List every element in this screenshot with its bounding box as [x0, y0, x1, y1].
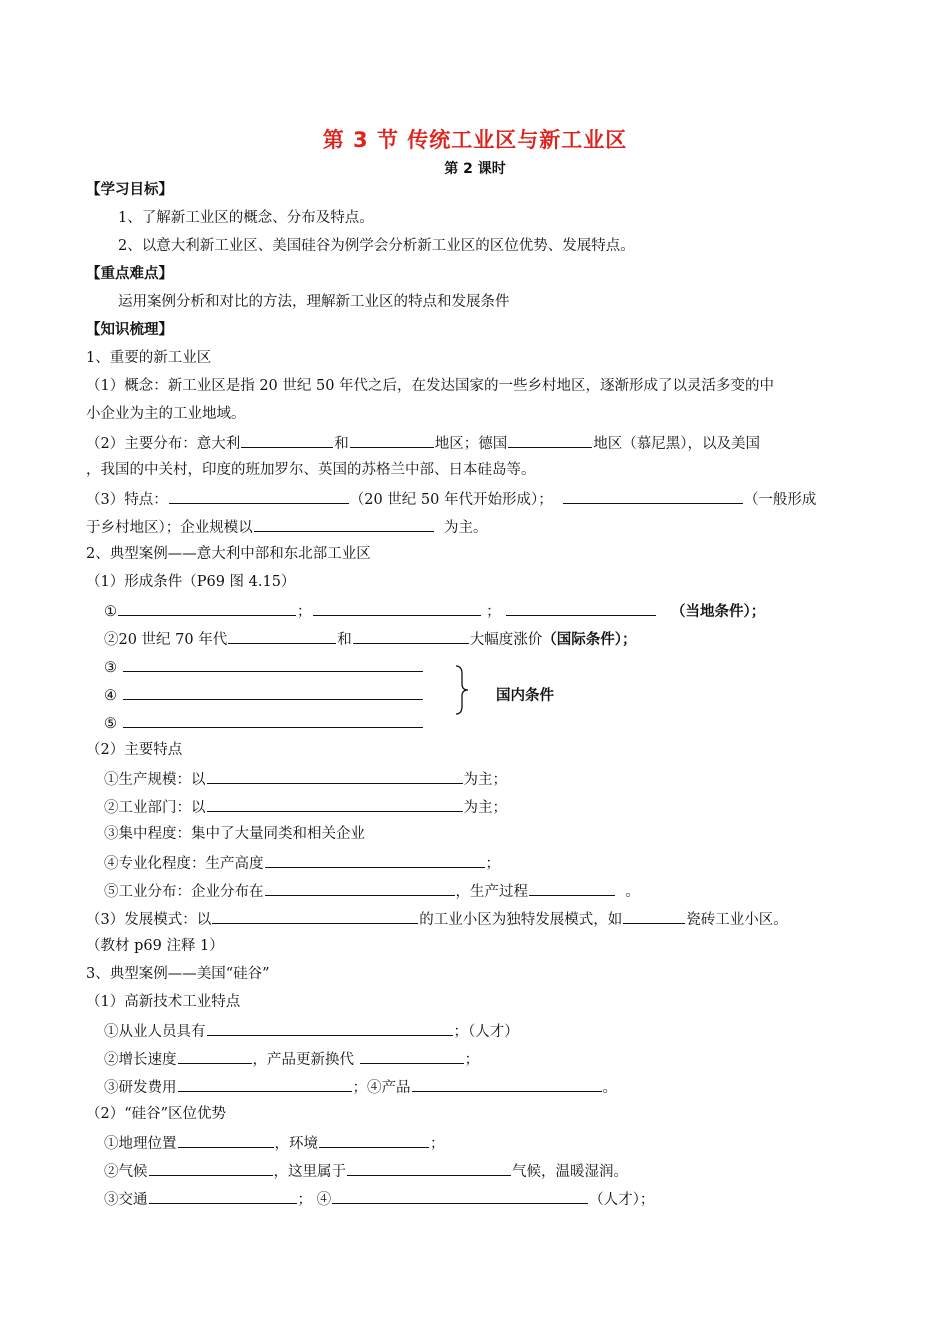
climate-text: ②气候 [104, 1164, 148, 1180]
seventies-text: ②20 世纪 70 年代 [104, 632, 228, 648]
section-1-title: 1、重要的新工业区 [86, 350, 212, 366]
distribution-text: ⑤工业分布：企业分布在 [104, 884, 264, 900]
answer-blank[interactable] [360, 1048, 464, 1064]
answer-blank[interactable] [529, 880, 615, 896]
region-germany-text: 地区；德国 [434, 436, 508, 452]
industry-sector-text: ②工业部门：以 [104, 800, 206, 816]
features-note-2: （一般形成 [743, 492, 817, 508]
geo-location-text: ①地理位置 [104, 1136, 177, 1152]
answer-blank[interactable] [254, 516, 434, 532]
region-usa-text: 地区（慕尼黑），以及美国 [593, 436, 760, 452]
growth-text: ②增长速度 [104, 1052, 177, 1068]
hightech-1-line [104, 1020, 894, 1040]
tile-zone-text: 瓷砖工业小区。 [686, 912, 788, 928]
answer-blank[interactable] [412, 1076, 602, 1092]
feature-2-line [104, 796, 894, 816]
features-end-text: 为主。 [443, 520, 488, 536]
key-heading: 【重点难点】 [86, 266, 173, 282]
belongs-text: ，这里属于 [273, 1164, 346, 1180]
specialization-text: ④专业化程度：生产高度 [104, 856, 264, 872]
answer-blank[interactable] [228, 628, 336, 644]
talent-note: ；（人才） [453, 1024, 519, 1040]
textbook-note: （教材 p69 注释 1） [86, 938, 224, 954]
semicolon-text: ； [464, 1052, 480, 1068]
answer-blank[interactable] [313, 600, 481, 616]
local-conditions-label: （当地条件）； [671, 604, 766, 620]
mainly-text: 为主； [463, 772, 507, 788]
advantage-1-line [104, 1132, 894, 1152]
update-text: ，产品更新换代 [252, 1052, 354, 1068]
development-mode-line [86, 908, 876, 928]
goal-item-1: 1、了解新工业区的概念、分布及特点。 [118, 210, 374, 226]
condition-2-line [104, 628, 894, 648]
page-title: 第 3 节 传统工业区与新工业区 [322, 128, 628, 152]
mode-label: （3）发展模式：以 [86, 912, 212, 928]
hightech-heading: （1）高新技术工业特点 [86, 994, 241, 1010]
answer-blank[interactable] [207, 1020, 453, 1036]
condition-5-line [104, 712, 894, 732]
page-subtitle: 第 2 课时 [444, 161, 506, 177]
answer-blank[interactable] [265, 880, 455, 896]
answer-blank[interactable] [207, 768, 463, 784]
answer-blank[interactable] [506, 600, 656, 616]
answer-blank[interactable] [149, 1188, 297, 1204]
semicolon-text: ； [485, 856, 500, 872]
circled-four-text: ； ④ [297, 1192, 332, 1208]
mainly-text: 为主； [463, 800, 507, 816]
distribution-label: （2）主要分布：意大利 [86, 436, 241, 452]
condition-1-line [104, 600, 894, 620]
curly-brace-icon [452, 664, 472, 716]
advantage-3-line [104, 1188, 894, 1208]
answer-blank[interactable] [508, 432, 592, 448]
answer-blank[interactable] [332, 1188, 588, 1204]
answer-blank[interactable] [178, 1048, 252, 1064]
semicolon-text: ； [486, 604, 501, 620]
features-note-1: （20 世纪 50 年代开始形成）； [349, 492, 553, 508]
answer-blank[interactable] [123, 684, 423, 700]
talent-note: （人才）； [589, 1192, 655, 1208]
staff-text: ①从业人员具有 [104, 1024, 206, 1040]
section-3-title: 3、典型案例——美国“硅谷” [86, 966, 270, 982]
answer-blank[interactable] [169, 488, 349, 504]
answer-blank[interactable] [350, 432, 434, 448]
distribution-line [86, 432, 876, 452]
answer-blank[interactable] [123, 656, 423, 672]
international-conditions-label: （国际条件）； [542, 632, 637, 648]
product-text: ；④产品 [352, 1080, 411, 1096]
conditions-heading: （1）形成条件（P69 图 4.15） [86, 574, 296, 590]
section-2-title: 2、典型案例——意大利中部和东北部工业区 [86, 546, 371, 562]
answer-blank[interactable] [347, 1160, 511, 1176]
answer-blank[interactable] [149, 1160, 273, 1176]
hightech-2-line [104, 1048, 894, 1068]
key-item-1: 运用案例分析和对比的方法，理解新工业区的特点和发展条件 [118, 294, 510, 310]
semicolon-text: ； [430, 1136, 445, 1152]
answer-blank[interactable] [241, 432, 333, 448]
goal-heading: 【学习目标】 [86, 182, 173, 198]
concept-line-2: 小企业为主的工业地域。 [86, 406, 246, 422]
answer-blank[interactable] [623, 908, 685, 924]
features-scale-text: 于乡村地区）；企业规模以 [86, 520, 253, 536]
circled-five: ⑤ [104, 716, 117, 732]
feature-4-line [104, 852, 894, 872]
circled-three: ③ [104, 660, 117, 676]
answer-blank[interactable] [178, 1132, 274, 1148]
period-text: 。 [625, 884, 640, 900]
features-line-2 [86, 516, 876, 536]
feature-1-line [104, 768, 894, 788]
domestic-conditions-label: 国内条件 [496, 688, 554, 704]
features-label: （3）特点： [86, 492, 168, 508]
climate-desc-text: 气候，温暖湿润。 [512, 1164, 628, 1180]
main-features-heading: （2）主要特点 [86, 742, 183, 758]
and-text: 和 [334, 436, 349, 452]
rd-cost-text: ③研发费用 [104, 1080, 177, 1096]
location-advantage-heading: （2）“硅谷”区位优势 [86, 1106, 227, 1122]
answer-blank[interactable] [563, 488, 743, 504]
circled-four: ④ [104, 688, 117, 704]
answer-blank[interactable] [207, 796, 463, 812]
environment-text: ，环境 [274, 1136, 318, 1152]
answer-blank[interactable] [265, 852, 485, 868]
answer-blank[interactable] [118, 600, 296, 616]
answer-blank[interactable] [178, 1076, 352, 1092]
transport-text: ③交通 [104, 1192, 148, 1208]
features-line [86, 488, 876, 508]
distribution-line-2: ，我国的中关村，印度的班加罗尔、英国的苏格兰中部、日本硅岛等。 [86, 462, 536, 478]
hightech-3-line [104, 1076, 894, 1096]
process-text: ，生产过程 [455, 884, 528, 900]
concept-line-1: （1）概念：新工业区是指 20 世纪 50 年代之后，在发达国家的一些乡村地区，逐渐形成了以灵活多变的中 [86, 378, 775, 394]
feature-5-line [104, 880, 894, 900]
mode-text: 的工业小区为独特发展模式，如 [419, 912, 623, 928]
and-text: 和 [337, 632, 352, 648]
circled-one: ① [104, 604, 117, 620]
condition-3-line [104, 656, 894, 676]
answer-blank[interactable] [123, 712, 423, 728]
production-scale-text: ①生产规模：以 [104, 772, 206, 788]
advantage-2-line [104, 1160, 894, 1180]
semicolon-text: ； [297, 604, 312, 620]
answer-blank[interactable] [353, 628, 469, 644]
feature-3-line: ③集中程度：集中了大量同类和相关企业 [104, 826, 365, 842]
answer-blank[interactable] [212, 908, 418, 924]
period-text: 。 [602, 1080, 617, 1096]
knowledge-heading: 【知识梳理】 [86, 322, 173, 338]
goal-item-2: 2、以意大利新工业区、美国硅谷为例学会分析新工业区的区位优势、发展特点。 [118, 238, 635, 254]
answer-blank[interactable] [319, 1132, 429, 1148]
price-rise-text: 大幅度涨价 [469, 632, 543, 648]
